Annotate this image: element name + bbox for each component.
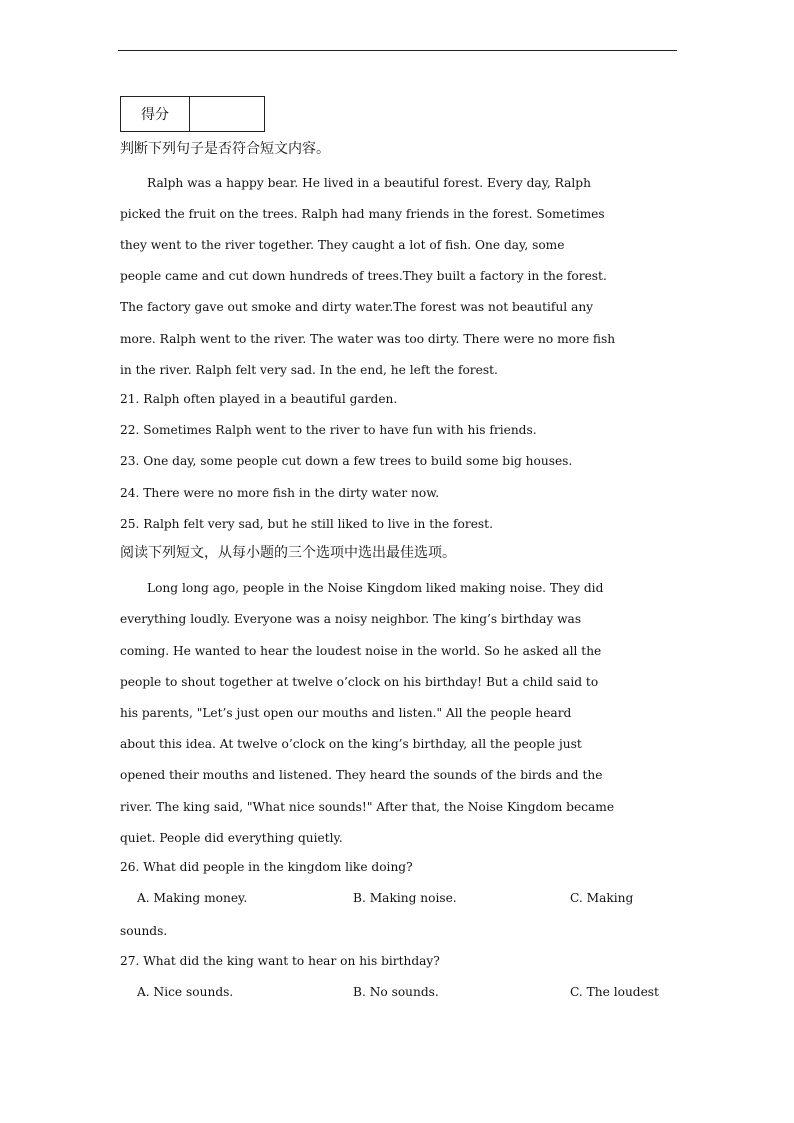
section2-instruction: 阅读下列短文，从每小题的三个选项中选出最佳选项。 <box>120 545 456 561</box>
passage1-line: more. Ralph went to the river. The water was too dirty. There were no more fish <box>120 332 616 346</box>
section1-instruction: 判断下列句子是否符合短文内容。 <box>120 141 330 157</box>
passage1-line: Ralph was a happy bear. He lived in a beautiful forest. Every day, Ralph <box>147 176 591 190</box>
question-23: 23. One day, some people cut down a few trees to build some big houses. <box>120 454 573 468</box>
question-26-option-b: B. Making noise. <box>353 891 457 905</box>
question-25: 25. Ralph felt very sad, but he still liked to live in the forest. <box>120 517 493 531</box>
question-27-option-a: A. Nice sounds. <box>137 985 234 999</box>
question-26-option-c: C. Making <box>570 891 634 905</box>
passage2-line: people to shout together at twelve o’clock on his birthday! But a child said to <box>120 675 599 689</box>
score-value <box>190 97 265 132</box>
passage1-line: people came and cut down hundreds of trees.They built a factory in the forest. <box>120 269 607 283</box>
question-27-option-c: C. The loudest <box>570 985 659 999</box>
passage2-line: quiet. People did everything quietly. <box>120 831 343 845</box>
passage1-line: picked the fruit on the trees. Ralph had many friends in the forest. Sometimes <box>120 207 605 221</box>
passage2-line: Long long ago, people in the Noise Kingdom liked making noise. They did <box>147 581 604 595</box>
question-22: 22. Sometimes Ralph went to the river to have fun with his friends. <box>120 423 537 437</box>
question-27-option-b: B. No sounds. <box>353 985 439 999</box>
score-box <box>120 96 265 132</box>
question-26-option-c-cont: sounds. <box>120 924 168 938</box>
question-21: 21. Ralph often played in a beautiful garden. <box>120 392 398 406</box>
passage2-line: opened their mouths and listened. They heard the sounds of the birds and the <box>120 768 603 782</box>
passage2-line: coming. He wanted to hear the loudest noise in the world. So he asked all the <box>120 644 602 658</box>
passage2-line: river. The king said, "What nice sounds!" After that, the Noise Kingdom became <box>120 800 615 814</box>
question-24: 24. There were no more fish in the dirty water now. <box>120 486 440 500</box>
score-label: 得分 <box>121 97 190 132</box>
passage1-line: The factory gave out smoke and dirty water.The forest was not beautiful any <box>120 300 594 314</box>
passage1-line: they went to the river together. They caught a lot of fish. One day, some <box>120 238 565 252</box>
question-26-stem: 26. What did people in the kingdom like doing? <box>120 860 413 874</box>
passage2-line: everything loudly. Everyone was a noisy neighbor. The king’s birthday was <box>120 612 582 626</box>
header-rule <box>118 50 677 51</box>
passage2-line: about this idea. At twelve o’clock on the king’s birthday, all the people just <box>120 737 582 751</box>
question-26-option-a: A. Making money. <box>137 891 248 905</box>
question-27-stem: 27. What did the king want to hear on his birthday? <box>120 954 440 968</box>
passage2-line: his parents, "Let’s just open our mouths and listen." All the people heard <box>120 706 572 720</box>
passage1-line: in the river. Ralph felt very sad. In the end, he left the forest. <box>120 363 498 377</box>
